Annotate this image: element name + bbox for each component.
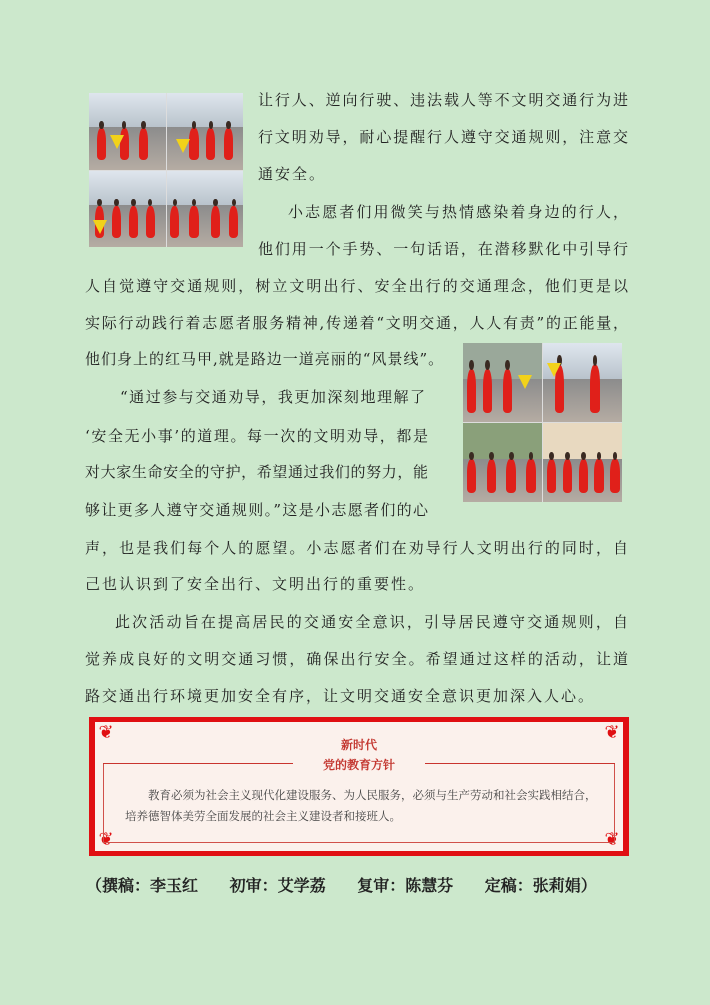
paragraph-line: 声，也是我们每个人的愿望。小志愿者们在劝导行人文明出行的同时，自 (85, 539, 628, 557)
paragraph-line: 人自觉遵守交通规则，树立文明出行、安全出行的交通理念，他们更是以 (85, 277, 628, 295)
paragraph-line: 对大家生命安全的守护，希望通过我们的努力，能 (85, 463, 428, 481)
volunteer-photo-collage-1 (89, 93, 243, 247)
paragraph-line: 路交通出行环境更加安全有序，让文明交通安全意识更加深入人心。 (85, 687, 596, 705)
paragraph-line: 他们身上的红马甲,就是路边一道亮丽的“风景线”。 (85, 350, 445, 368)
ornament-corner-icon: ❦ (604, 829, 620, 850)
ornament-corner-icon: ❦ (98, 829, 114, 850)
credit-final: 定稿：张莉娟） (484, 876, 597, 895)
paragraph-line: 让行人、逆向行驶、违法载人等不文明交通行为进 (258, 91, 628, 109)
paragraph-line: “通过参与交通劝导，我更加深刻地理解了 (120, 388, 425, 406)
photo-cell (167, 171, 244, 248)
banner-title-line2: 党的教育方针 (322, 758, 395, 772)
paragraph-line: 通安全。 (258, 165, 327, 183)
paragraph-line: 他们用一个手势、一句话语，在潜移默化中引导行 (258, 240, 628, 258)
paragraph-line: 觉养成良好的文明交通习惯，确保出行安全。希望通过这样的活动，让道 (85, 650, 628, 668)
paragraph-line: ‘安全无小事’的道理。每一次的文明劝导，都是 (85, 427, 428, 445)
credit-writer: （撰稿：李玉红 (86, 876, 199, 895)
photo-cell (543, 423, 622, 502)
ornament-corner-icon: ❦ (604, 722, 620, 743)
ornament-corner-icon: ❦ (98, 722, 114, 743)
photo-cell (463, 343, 542, 422)
banner-title-line1: 新时代 (340, 738, 377, 752)
credits (86, 873, 623, 896)
volunteer-photo-collage-2 (463, 343, 622, 502)
credit-first-review: 初审：艾学荔 (229, 876, 326, 895)
banner-body: 教育必须为社会主义现代化建设服务、为人民服务，必须与生产劳动和社会实践相结合，培养德智体美劳全面发展的社会主义建设者和接班人。 (125, 788, 597, 823)
credit-second-review: 复审：陈慧芬 (357, 876, 454, 895)
photo-cell (89, 93, 166, 170)
education-policy-banner (89, 717, 629, 856)
photo-cell (463, 423, 542, 502)
paragraph-line: 己也认识到了安全出行、文明出行的重要性。 (85, 575, 426, 593)
photo-cell (167, 93, 244, 170)
paragraph-line: 行文明劝导，耐心提醒行人遵守交通规则，注意交 (258, 128, 628, 146)
paragraph-line: 小志愿者们用微笑与热情感染着身边的行人， (288, 203, 628, 221)
paragraph-line: 实际行动践行着志愿者服务精神,传递着“文明交通，人人有责”的正能量， (85, 314, 628, 332)
photo-cell (543, 343, 622, 422)
paragraph-line: 够让更多人遵守交通规则。”这是小志愿者们的心 (85, 501, 428, 519)
paragraph-line: 此次活动旨在提高居民的交通安全意识，引导居民遵守交通规则，自 (115, 613, 628, 631)
photo-cell (89, 171, 166, 248)
